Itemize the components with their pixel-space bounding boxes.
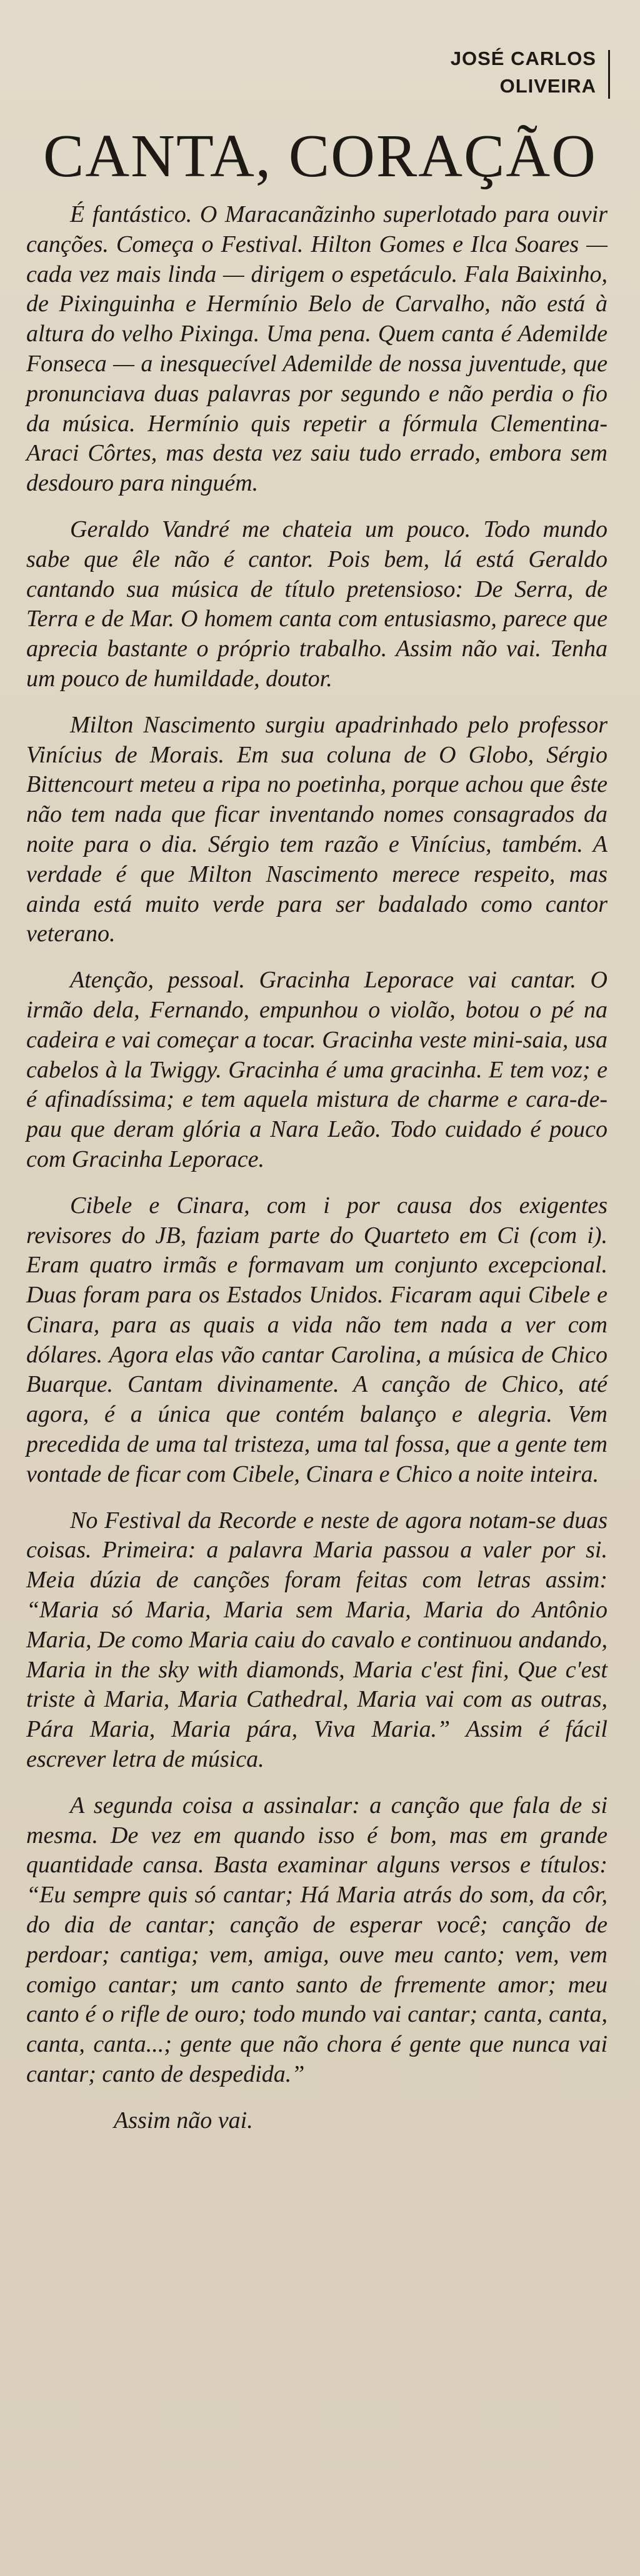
paragraph-maria-songs: No Festival da Recorde e neste de agora notam-se duas coisas. Primeira: a palavra Maria passou a valer por si. Meia dúzia de canções foram feitas com letras assim: “Maria só Maria, Maria sem Maria, Maria do Antônio Maria, De como Maria caiu do cavalo e continuou andando, Maria in the sky with diamonds, Maria c'est fini, Que c'est triste à Maria, Maria Cathedral, Maria vai com as outras, Pára Maria, Maria pára, Viva Maria.” Assim é fácil escrever letra de música.	[26, 1507, 608, 1773]
paragraph-milton-nascimento: Milton Nascimento surgiu apadrinhado pelo professor Vinícius de Morais. Em sua coluna de O Globo, Sérgio Bittencourt meteu a ripa no poetinha, porque achou que êste não tem nada que ficar inventando nomes consagrados da noite para o dia. Sérgio tem razão e Vinícius, também. A verdade é que Milton Nascimento merece respeito, mas ainda está muito verde para ser badalado como cantor veterano.	[26, 711, 608, 947]
paragraph-festival-opening: É fantástico. O Maracanãzinho superlotado para ouvir canções. Começa o Festival. Hilton Gomes e Ilca Soares — cada vez mais linda — dirigem o espetáculo. Fala Baixinho, de Pixinguinha e Hermínio Belo de Carvalho, não está à altura do velho Pixinga. Uma pena. Quem canta é Ademilde Fonseca — a inesquecível Ademilde de nossa juventude, que pronunciava duas palavras por segundo e não perdia o fio da música. Hermínio quis repetir a fórmula Clementina-Araci Côrtes, mas desta vez saiu tudo errado, embora sem desdouro para ninguém.	[26, 201, 608, 497]
author-first-name: JOSÉ CARLOS	[450, 47, 596, 69]
author-last-name: OLIVEIRA	[499, 75, 596, 97]
paragraph-cibele-cinara: Cibele e Cinara, com i por causa dos exigentes revisores do JB, faziam parte do Quarteto em Ci (com i). Eram quatro irmãs e formavam um conjunto excepcional. Duas foram para os Estados Unidos. Ficaram aqui Cibele e Cinara, para as quais a vida não tem nada a ver com dólares. Agora elas vão cantar Carolina, a música de Chico Buarque. Cantam divinamente. A canção de Chico, até agora, é a única que contém balanço e alegria. Vem precedida de uma tal tristeza, uma tal fossa, que a gente tem vontade de ficar com Cibele, Cinara e Chico a noite inteira.	[26, 1192, 608, 1487]
byline	[451, 45, 596, 100]
closing-line: Assim não vai.	[114, 2107, 253, 2134]
headline: CANTA, CORAÇÃO	[43, 122, 597, 190]
article-body	[26, 200, 608, 2136]
paragraph-self-referential-songs: A segunda coisa a assinalar: a canção que fala de si mesma. De vez em quando isso é bom, mas em grande quantidade cansa. Basta examinar alguns versos e títulos: “Eu sempre quis só cantar; Há Maria atrás do som, da côr, do dia de cantar; canção de esperar você; canção de perdoar; cantiga; vem, amiga, ouve meu canto; vem, vem comigo cantar; um canto santo de frremente amor; meu canto é o rifle de ouro; todo mundo vai cantar; canta, canta, canta, canta...; gente que não chora é gente que nunca vai cantar; canto de despedida.”	[26, 1792, 608, 2088]
paragraph-geraldo-vandre: Geraldo Vandré me chateia um pouco. Todo mundo sabe que êle não é cantor. Pois bem, lá está Geraldo cantando sua música de título pretensioso: De Serra, de Terra e de Mar. O homem canta com entusiasmo, parece que aprecia bastante o próprio trabalho. Assim não vai. Tenha um pouco de humildade, doutor.	[26, 516, 608, 692]
byline-rule	[608, 50, 610, 99]
paragraph-gracinha-leporace: Atenção, pessoal. Gracinha Leporace vai cantar. O irmão dela, Fernando, empunhou o violão, botou o pé na cadeira e vai começar a tocar. Gracinha veste mini-saia, usa cabelos à la Twiggy. Gracinha é uma gracinha. E tem voz; e é afinadíssima; e tem aquela mistura de charme e cara-de-pau que deram glória a Nara Leão. Todo cuidado é pouco com Gracinha Leporace.	[26, 967, 608, 1172]
